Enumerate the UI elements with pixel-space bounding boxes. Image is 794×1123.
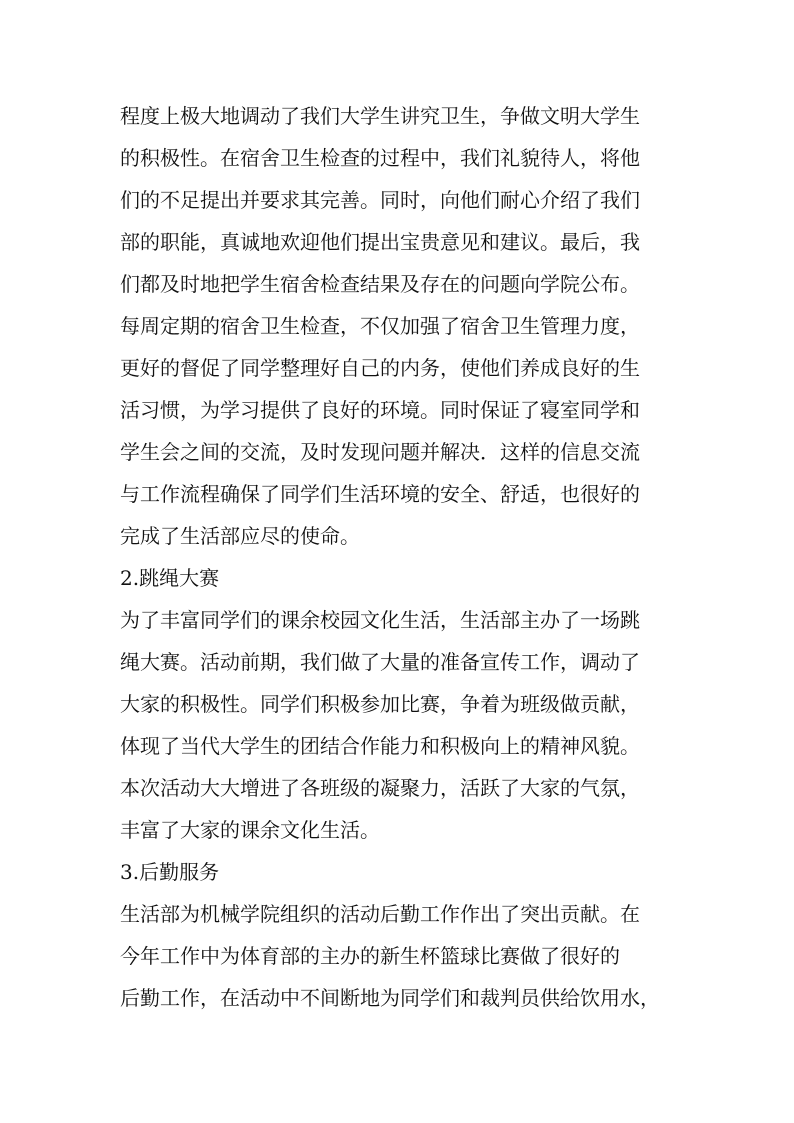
text-line: 大家的积极性。同学们积极参加比赛，争着为班级做贡献， [120,692,640,716]
text-line: 为了丰富同学们的课余校园文化生活，生活部主办了一场跳 [120,608,640,632]
text-line: 的积极性。在宿舍卫生检查的过程中，我们礼貌待人，将他 [120,146,640,170]
section-heading: 2.跳绳大赛 [120,566,220,590]
text-line: 学生会之间的交流，及时发现问题并解决．这样的信息交流 [120,440,640,464]
text-line: 绳大赛。活动前期，我们做了大量的准备宣传工作，调动了 [120,650,640,674]
text-line: 与工作流程确保了同学们生活环境的安全、舒适，也很好的 [120,482,640,506]
text-line: 今年工作中为体育部的主办的新生杯篮球比赛做了很好的 [120,944,620,968]
text-line: 体现了当代大学生的团结合作能力和积极向上的精神风貌。 [120,734,640,758]
text-line: 生活部为机械学院组织的活动后勤工作作出了突出贡献。在 [120,902,640,926]
text-line: 后勤工作，在活动中不间断地为同学们和裁判员供给饮用水， [120,986,660,1010]
text-line: 本次活动大大增进了各班级的凝聚力，活跃了大家的气氛， [120,776,640,800]
text-line: 活习惯，为学习提供了良好的环境。同时保证了寝室同学和 [120,398,640,422]
text-line: 完成了生活部应尽的使命。 [120,524,360,548]
text-line: 丰富了大家的课余文化生活。 [120,818,380,842]
section-heading: 3.后勤服务 [120,860,220,884]
text-line: 部的职能，真诚地欢迎他们提出宝贵意见和建议。最后，我 [120,230,640,254]
text-line: 们都及时地把学生宿舍检查结果及存在的问题向学院公布。 [120,272,640,296]
text-line: 更好的督促了同学整理好自己的内务，使他们养成良好的生 [120,356,640,380]
text-line: 每周定期的宿舍卫生检查，不仅加强了宿舍卫生管理力度， [120,314,640,338]
text-line: 程度上极大地调动了我们大学生讲究卫生，争做文明大学生 [120,104,640,128]
text-line: 们的不足提出并要求其完善。同时，向他们耐心介绍了我们 [120,188,640,212]
